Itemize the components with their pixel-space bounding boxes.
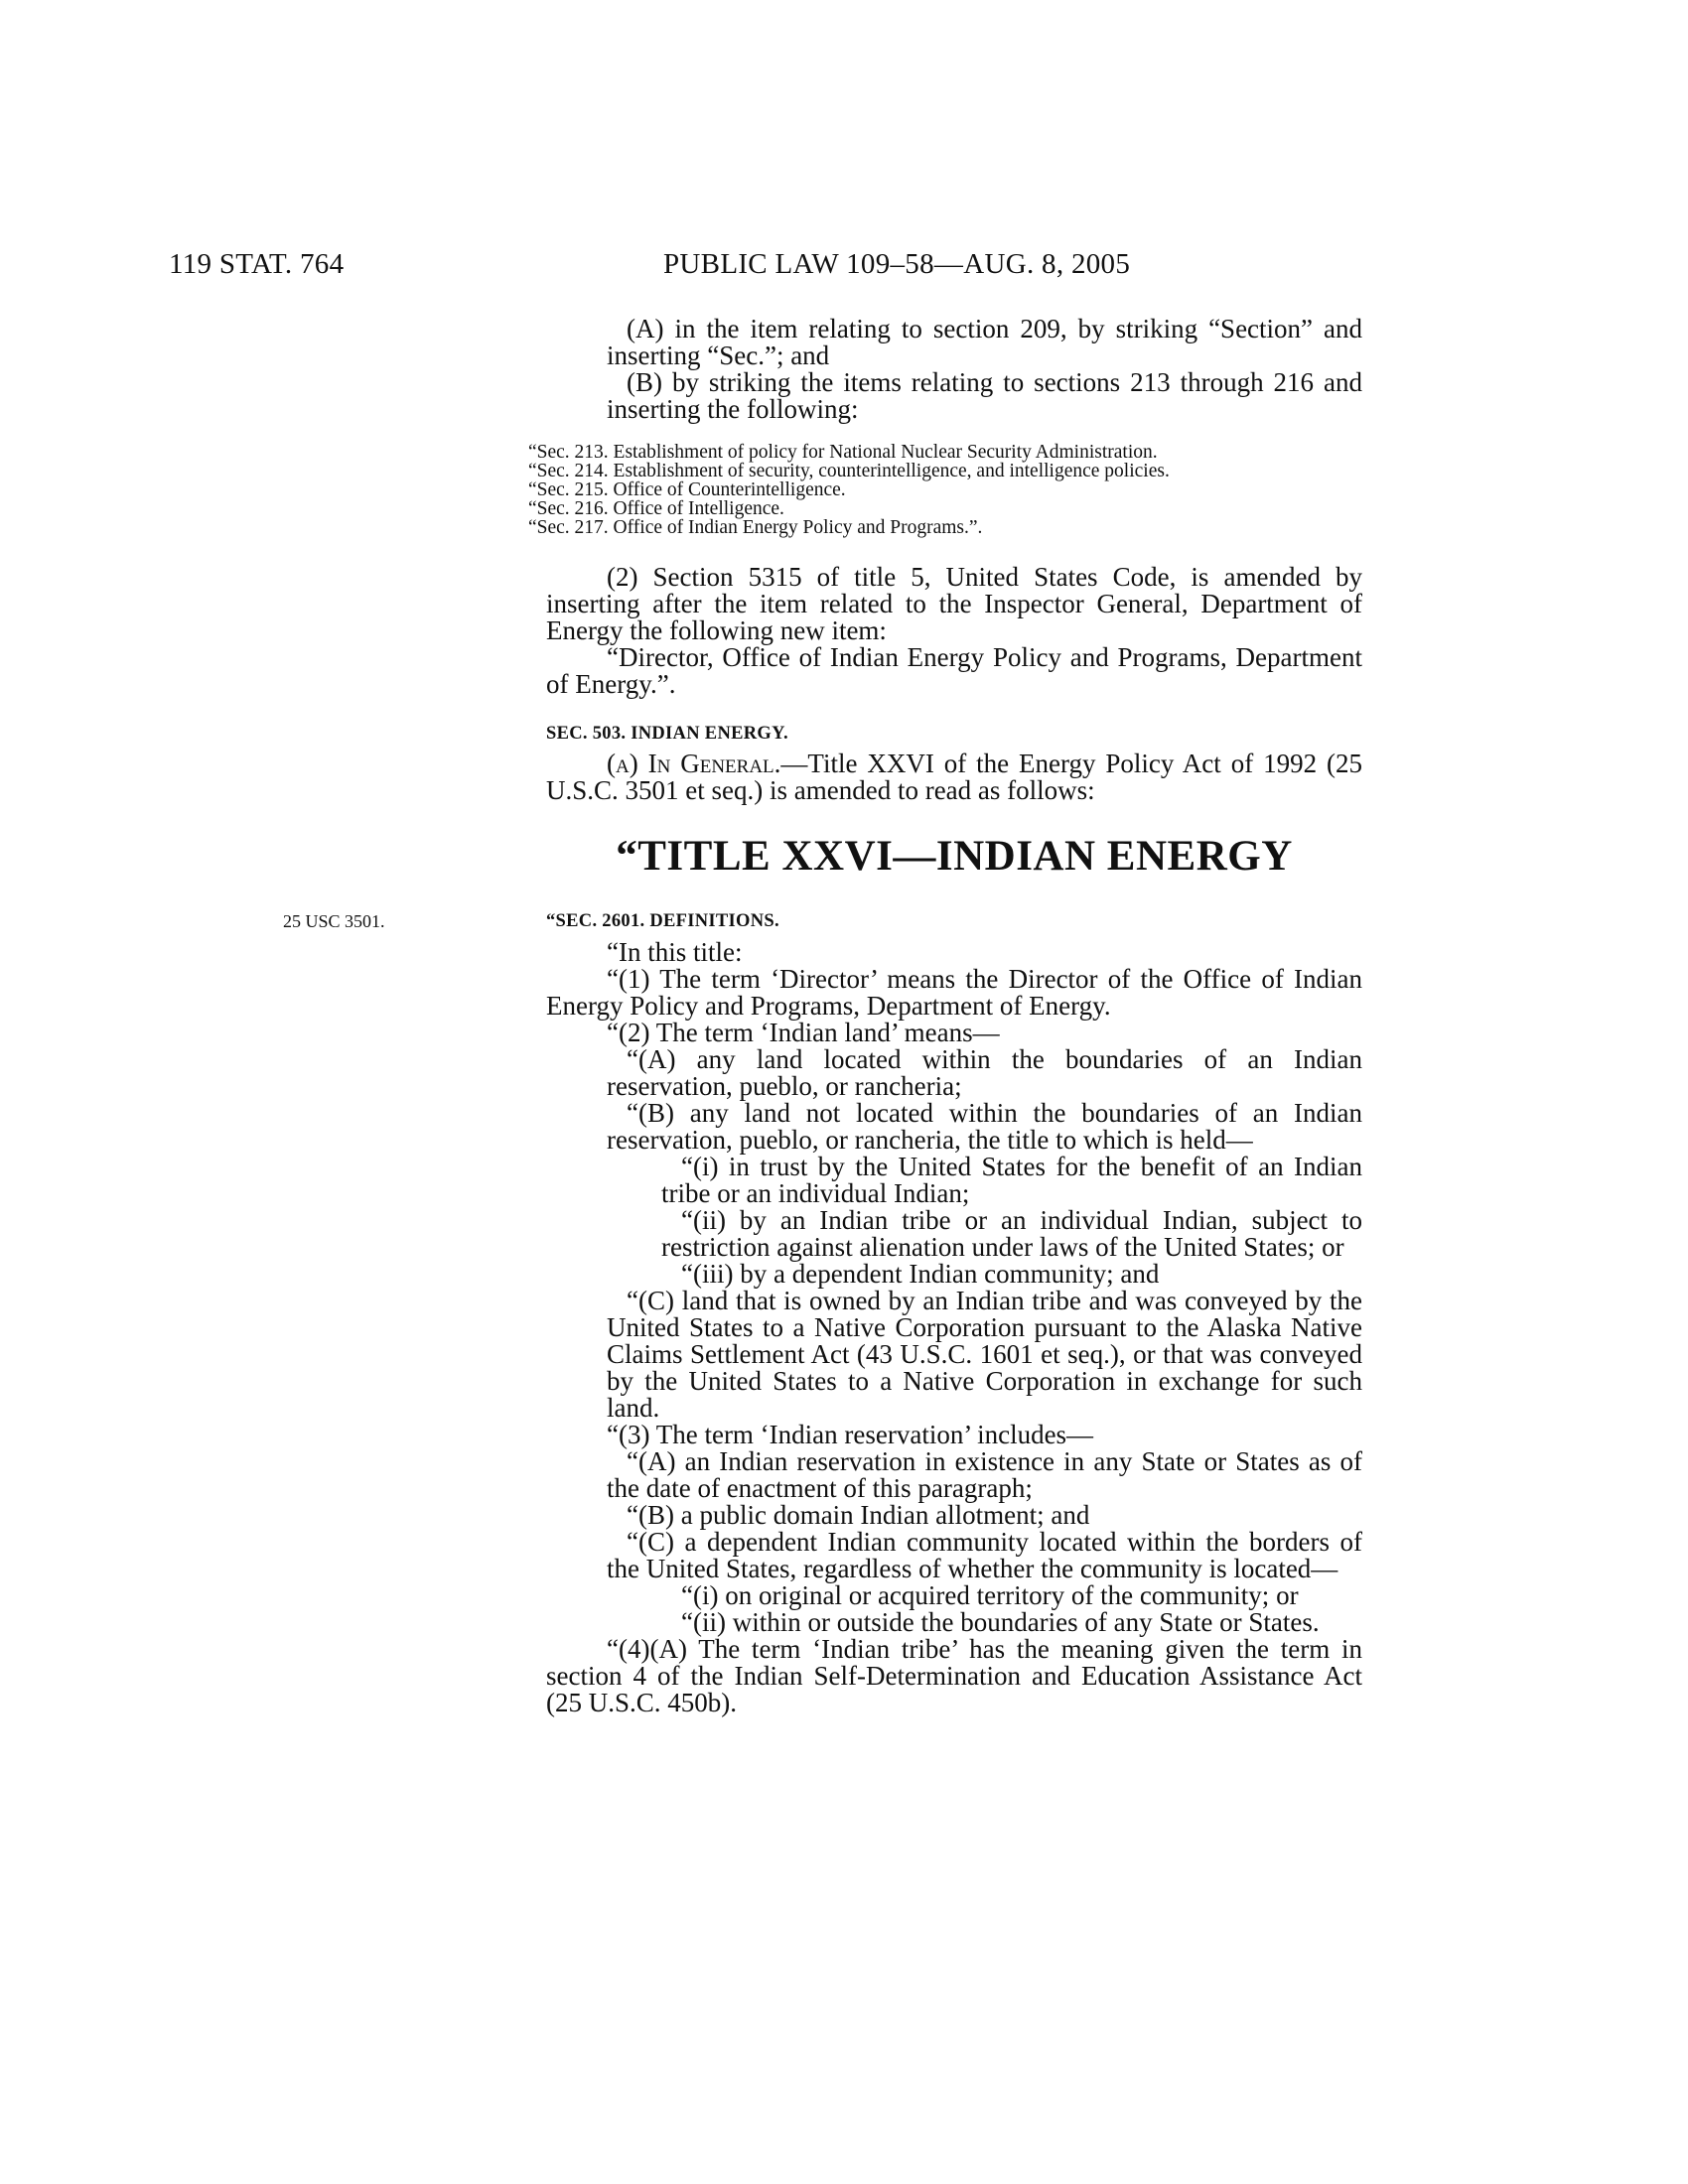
in-general-label: (a) In General. bbox=[607, 749, 781, 778]
definition-line: “(i) on original or acquired territory of the community; or bbox=[681, 1580, 1299, 1610]
definition-line: “(B) a public domain Indian allotment; and bbox=[627, 1500, 1090, 1530]
clause-a: (A) in the item relating to section 209, by striking “Section” and inserting “Sec.”; and bbox=[607, 314, 1362, 370]
definition-line: “(C) a dependent Indian community located within the borders of the United States, regardless of whether the community is located— bbox=[607, 1527, 1362, 1583]
definition-line: “In this title: bbox=[607, 937, 743, 967]
in-general-paragraph bbox=[546, 751, 1362, 804]
paragraph-text: (2) Section 5315 of title 5, United States Code, is amended by inserting after the item related to the Inspector General, Department of Energy the following new item: bbox=[546, 562, 1362, 645]
definition-line: “(ii) by an Indian tribe or an individual Indian, subject to restriction against alienation under laws of the United States; or bbox=[661, 1205, 1362, 1262]
definitions-body bbox=[546, 939, 1362, 1716]
definitions-heading: “SEC. 2601. DEFINITIONS. bbox=[546, 911, 779, 931]
in-general-body: —Title XXVI of the Energy Policy Act of 1992 (25 U.S.C. 3501 et seq.) is amended to read as follows: bbox=[546, 749, 1362, 805]
new-item-text: “Director, Office of Indian Energy Policy and Programs, Department of Energy.”. bbox=[546, 642, 1362, 699]
definition-line: “(i) in trust by the United States for the benefit of an Indian tribe or an individual Indian; bbox=[661, 1152, 1362, 1208]
clause-b: (B) by striking the items relating to sections 213 through 216 and inserting the following: bbox=[607, 367, 1362, 424]
definition-line: “(A) any land located within the boundaries of an Indian reservation, pueblo, or rancheria; bbox=[607, 1044, 1362, 1101]
definition-line: “(3) The term ‘Indian reservation’ includes— bbox=[607, 1420, 1094, 1449]
definition-line: “(4)(A) The term ‘Indian tribe’ has the meaning given the term in section 4 of the Indian Self-Determination and Education Assistance Act (25 U.S.C. 450b). bbox=[546, 1634, 1362, 1717]
definition-line: “(2) The term ‘Indian land’ means— bbox=[607, 1018, 1000, 1047]
toc-entry: “Sec. 213. Establishment of policy for National Nuclear Security Administration. bbox=[528, 442, 1158, 463]
table-of-contents bbox=[528, 443, 1372, 537]
in-general-text bbox=[546, 751, 1362, 804]
toc-entry: “Sec. 214. Establishment of security, counterintelligence, and intelligence policies. bbox=[528, 461, 1170, 481]
toc-entry: “Sec. 216. Office of Intelligence. bbox=[528, 498, 784, 519]
definition-line: “(C) land that is owned by an Indian tribe and was conveyed by the United States to a Native Corporation pursuant to the Alaska Native Claims Settlement Act (43 U.S.C. 1601 et seq.), or that was conveyed by the United States to a Native Corporation in exchange for such land. bbox=[607, 1286, 1362, 1423]
toc-entry: “Sec. 215. Office of Counterintelligence. bbox=[528, 479, 846, 500]
toc-entry: “Sec. 217. Office of Indian Energy Policy and Programs.”. bbox=[528, 517, 983, 538]
margin-citation: 25 USC 3501. bbox=[283, 911, 385, 931]
amendment-intro bbox=[546, 316, 1362, 423]
section-heading: SEC. 503. INDIAN ENERGY. bbox=[546, 724, 788, 744]
definition-line: “(ii) within or outside the boundaries of any State or States. bbox=[681, 1607, 1320, 1637]
paragraph-2 bbox=[546, 564, 1362, 698]
statute-page-number: 119 STAT. 764 bbox=[169, 248, 345, 280]
title-heading: “TITLE XXVI—INDIAN ENERGY bbox=[616, 833, 1293, 880]
running-header: PUBLIC LAW 109–58—AUG. 8, 2005 bbox=[663, 248, 1131, 280]
definition-line: “(1) The term ‘Director’ means the Director of the Office of Indian Energy Policy and Programs, Department of Energy. bbox=[546, 964, 1362, 1021]
definition-line: “(iii) by a dependent Indian community; and bbox=[681, 1259, 1160, 1289]
definition-line: “(B) any land not located within the boundaries of an Indian reservation, pueblo, or rancheria, the title to which is held— bbox=[607, 1098, 1362, 1155]
definition-line: “(A) an Indian reservation in existence in any State or States as of the date of enactment of this paragraph; bbox=[607, 1446, 1362, 1503]
